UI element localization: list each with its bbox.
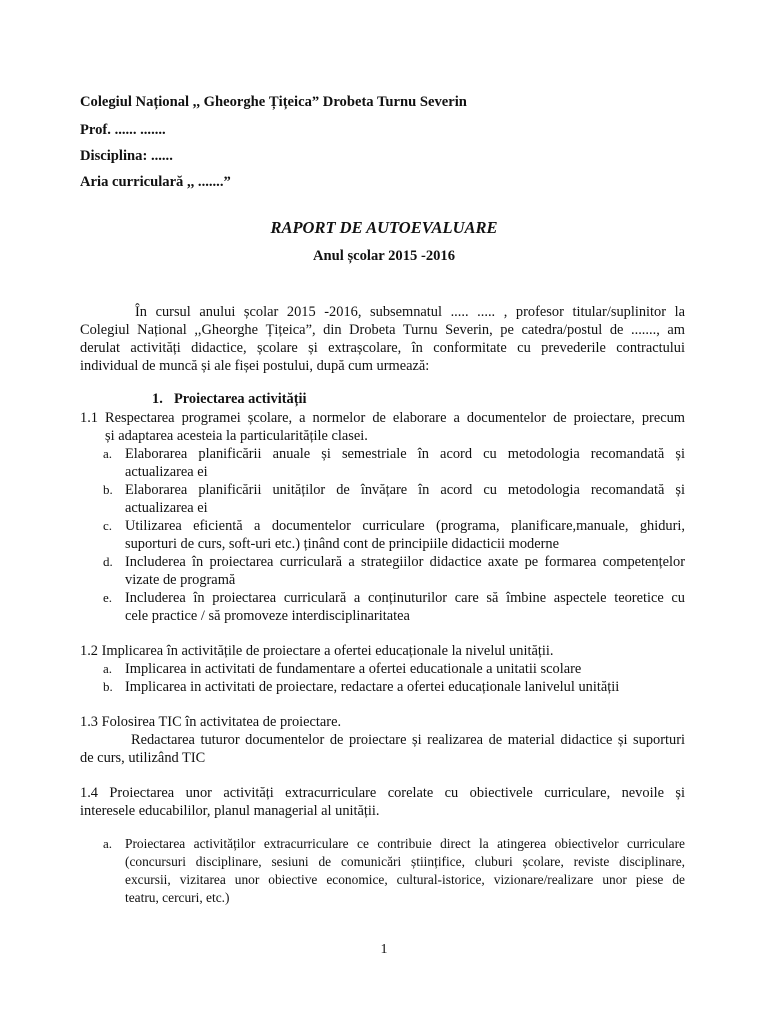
item-1-3-text: de curs, utilizând TIC xyxy=(80,750,206,766)
item-1-2-line: 1.2 Implicarea în activitățile de proiectare a ofertei educaționale la nivelul unității. xyxy=(80,643,554,659)
item-1-1-line: și adaptarea acesteia la particularitățile clasei. xyxy=(105,428,368,444)
list-label: e. xyxy=(103,590,113,605)
list-item-line: Elaborarea planificării anuale și semestriale în acord cu metodologia recomandată și xyxy=(125,446,685,462)
item-1-3-line: 1.3 Folosirea TIC în activitatea de proiectare. xyxy=(80,714,342,730)
list-item-line: teatru, cercuri, etc.) xyxy=(125,890,230,905)
page-number: 1 xyxy=(380,942,388,957)
list-item-line: Includerea în proiectarea curriculară a conținuturilor care să îmbine aspectele teoretice cu xyxy=(125,590,685,606)
item-1-4-line: interesele educabililor, planul managerial al unității. xyxy=(80,803,380,819)
school-name: Colegiul Național ,, Gheorghe Țițeica” Drobeta Turnu Severin xyxy=(80,94,467,110)
list-label: b. xyxy=(103,482,113,497)
list-item-line: vizate de programă xyxy=(125,572,236,588)
list-item-line: Implicarea in activitati de proiectare, redactare a ofertei educaționale lanivelul unității xyxy=(125,679,620,695)
list-item-line: cele practice / să promoveze interdisciplinaritatea xyxy=(125,608,410,624)
document-title: RAPORT DE AUTOEVALUARE xyxy=(270,218,498,237)
school-year: Anul școlar 2015 -2016 xyxy=(312,248,456,264)
list-item-line: (concursuri disciplinare, sesiuni de comunicări științifice, cluburi școlare, reviste disciplinare, xyxy=(125,854,685,869)
intro-line: Colegiul Național ,,Gheorghe Țițeica”, din Drobeta Turnu Severin, pe catedra/postul de ......., am xyxy=(80,322,685,338)
section-title: Proiectarea activității xyxy=(174,391,307,407)
list-label: a. xyxy=(103,446,113,461)
intro-line: În cursul anului școlar 2015 -2016, subsemnatul ..... ..... , profesor titular/suplinitor la xyxy=(135,304,685,320)
list-item-line: excursii, vizitarea unor obiective economice, cultural-istorice, vizionare/realizare unor piese de xyxy=(125,872,685,887)
list-label: a. xyxy=(103,661,113,676)
list-item-line: Utilizarea eficientă a documentelor curriculare (programa, planificare,manuale, ghiduri, xyxy=(125,518,685,534)
list-item-line: Proiectarea activităților extracurriculare ce contribuie direct la atingerea obiectivelor curriculare xyxy=(125,836,685,851)
item-1-1-line: 1.1 Respectarea programei școlare, a normelor de elaborare a documentelor de proiectare, precum xyxy=(80,410,685,426)
list-item-line: Elaborarea planificării unităților de învățare în acord cu metodologia recomandată și xyxy=(125,482,685,498)
discipline-line: Disciplina: ...... xyxy=(80,148,173,164)
list-item-line: Implicarea in activitati de fundamentare a ofertei educationale a unitatii scolare xyxy=(125,661,582,677)
list-item-line: actualizarea ei xyxy=(125,500,208,516)
intro-line: individual de muncă și ale fișei postului, după cum urmează: xyxy=(80,358,430,374)
item-1-4-line: 1.4 Proiectarea unor activități extracurriculare corelate cu obiectivele curriculare, nevoile și xyxy=(80,785,685,801)
prof-line: Prof. ...... ....... xyxy=(80,122,166,138)
list-item-line: suporturi de curs, soft-uri etc.) ținând cont de principiile didacticii moderne xyxy=(125,536,559,552)
list-label: d. xyxy=(103,554,113,569)
curricular-area-line: Aria curriculară ,, .......” xyxy=(80,174,231,190)
list-label: c. xyxy=(103,518,113,533)
list-item-line: Includerea în proiectarea curriculară a strategiilor didactice axate pe formarea competențelor xyxy=(125,554,685,570)
item-1-3-text: Redactarea tuturor documentelor de proiectare și realizarea de material didactice și suporturi xyxy=(131,732,685,748)
list-label: b. xyxy=(103,679,113,694)
section-number: 1. xyxy=(152,391,163,407)
list-label: a. xyxy=(103,836,113,851)
intro-line: derulat activități didactice, școlare și extrașcolare, în conformitate cu prevederile contractului xyxy=(80,340,685,356)
list-item-line: actualizarea ei xyxy=(125,464,208,480)
